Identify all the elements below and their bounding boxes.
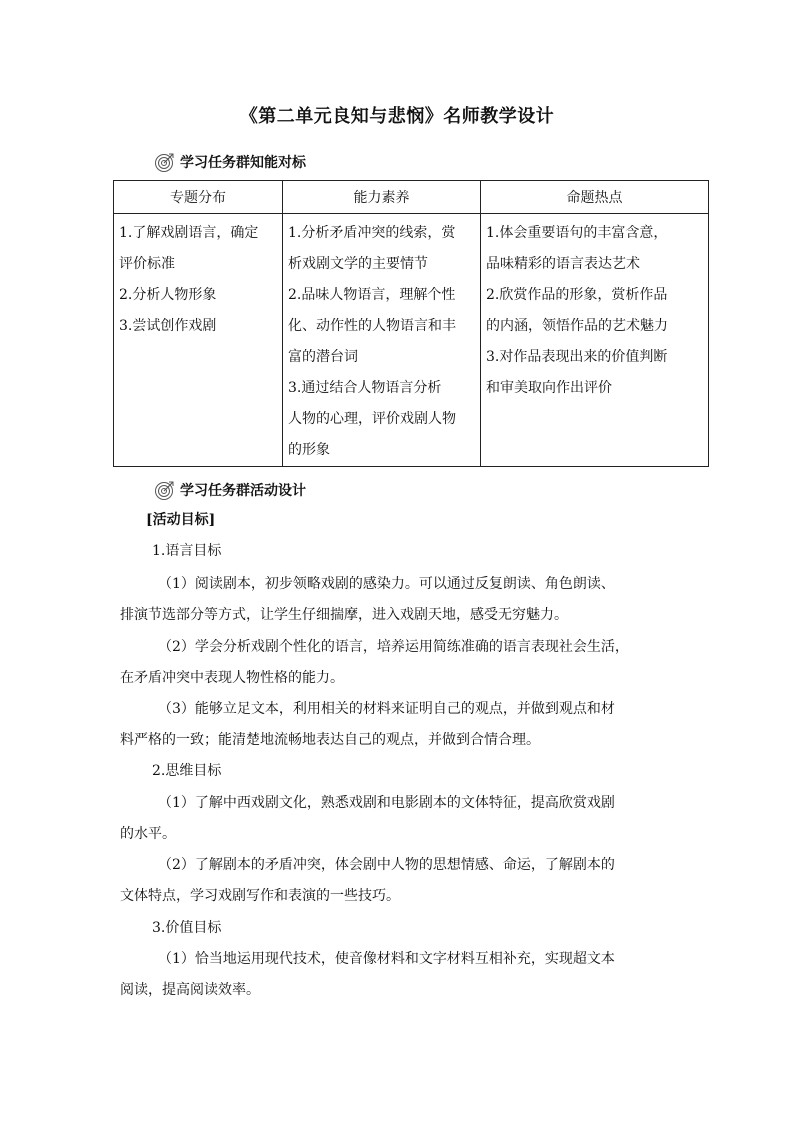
- paragraph-line: 文体特点，学习戏剧写作和表演的一些技巧。: [120, 888, 400, 904]
- section-heading-knowledge: [154, 149, 306, 175]
- table-header-cell: 能力素养: [283, 181, 481, 214]
- cell-line: 2.欣赏作品的形象，赏析作品: [486, 287, 668, 303]
- paragraph-line: 阅读，提高阅读效率。: [120, 982, 260, 998]
- section-heading-text: 学习任务群活动设计: [180, 483, 306, 499]
- cell-line: 的形象: [288, 442, 330, 458]
- table-cell-hotspots: [481, 214, 709, 467]
- goal-heading: 3.价值目标: [152, 920, 222, 936]
- paragraph-line: 在矛盾冲突中表现人物性格的能力。: [120, 670, 344, 686]
- cell-line: 人物的心理，评价戏剧人物: [288, 411, 456, 427]
- cell-line: 评价标准: [119, 256, 175, 272]
- cell-line: 2.分析人物形象: [119, 287, 217, 303]
- knowledge-ability-table: [113, 180, 709, 467]
- cell-line: 化、动作性的人物语言和丰: [288, 318, 456, 334]
- cell-line: 和审美取向作出评价: [486, 380, 612, 396]
- goal-heading: 2.思维目标: [152, 763, 222, 779]
- target-icon: [154, 479, 176, 501]
- activity-label: [活动目标]: [146, 512, 216, 528]
- goal-heading: 1.语言目标: [152, 543, 222, 559]
- paragraph-line: （2）学会分析戏剧个性化的语言，培养运用简练准确的语言表现社会生活，: [158, 639, 629, 655]
- cell-line: 2.品味人物语言，理解个性: [288, 287, 456, 303]
- section-heading-activity: [154, 477, 306, 503]
- paragraph-line: （1）了解中西戏剧文化，熟悉戏剧和电影剧本的文体特征，提高欣赏戏剧: [158, 795, 615, 811]
- cell-line: 3.通过结合人物语言分析: [288, 380, 442, 396]
- paragraph-line: （2）了解剧本的矛盾冲突，体会剧中人物的思想情感、命运，了解剧本的: [158, 857, 615, 873]
- cell-line: 1.了解戏剧语言，确定: [119, 225, 259, 241]
- cell-line: 1.分析矛盾冲突的线索，赏: [288, 225, 456, 241]
- cell-line: 1.体会重要语句的丰富含意，: [486, 225, 668, 241]
- page-title: 《第二单元良知与悲悯》名师教学设计: [239, 106, 555, 127]
- table-row: [114, 214, 709, 467]
- cell-line: 3.尝试创作戏剧: [119, 318, 217, 334]
- target-icon: [154, 151, 176, 173]
- table-cell-abilities: [283, 214, 481, 467]
- paragraph-line: 排演节选部分等方式，让学生仔细揣摩，进入戏剧天地，感受无穷魅力。: [120, 607, 568, 623]
- paragraph-line: （3）能够立足文本，利用相关的材料来证明自己的观点，并做到观点和材: [158, 701, 615, 717]
- table-header-cell: 专题分布: [114, 181, 283, 214]
- table-header-cell: 命题热点: [481, 181, 709, 214]
- cell-line: 的内涵，领悟作品的艺术魅力: [486, 318, 668, 334]
- paragraph-line: 料严格的一致；能清楚地流畅地表达自己的观点，并做到合情合理。: [120, 732, 540, 748]
- cell-line: 析戏剧文学的主要情节: [288, 256, 428, 272]
- paragraph-line: （1）恰当地运用现代技术，使音像材料和文字材料互相补充，实现超文本: [158, 951, 615, 967]
- cell-line: 品味精彩的语言表达艺术: [486, 256, 640, 272]
- section-heading-text: 学习任务群知能对标: [180, 155, 306, 171]
- table-header-row: [114, 181, 709, 214]
- paragraph-line: （1）阅读剧本，初步领略戏剧的感染力。可以通过反复朗读、角色朗读、: [158, 576, 615, 592]
- cell-line: 3.对作品表现出来的价值判断: [486, 349, 668, 365]
- paragraph-line: 的水平。: [120, 826, 176, 842]
- table-cell-topics: [114, 214, 283, 467]
- cell-line: 富的潜台词: [288, 349, 358, 365]
